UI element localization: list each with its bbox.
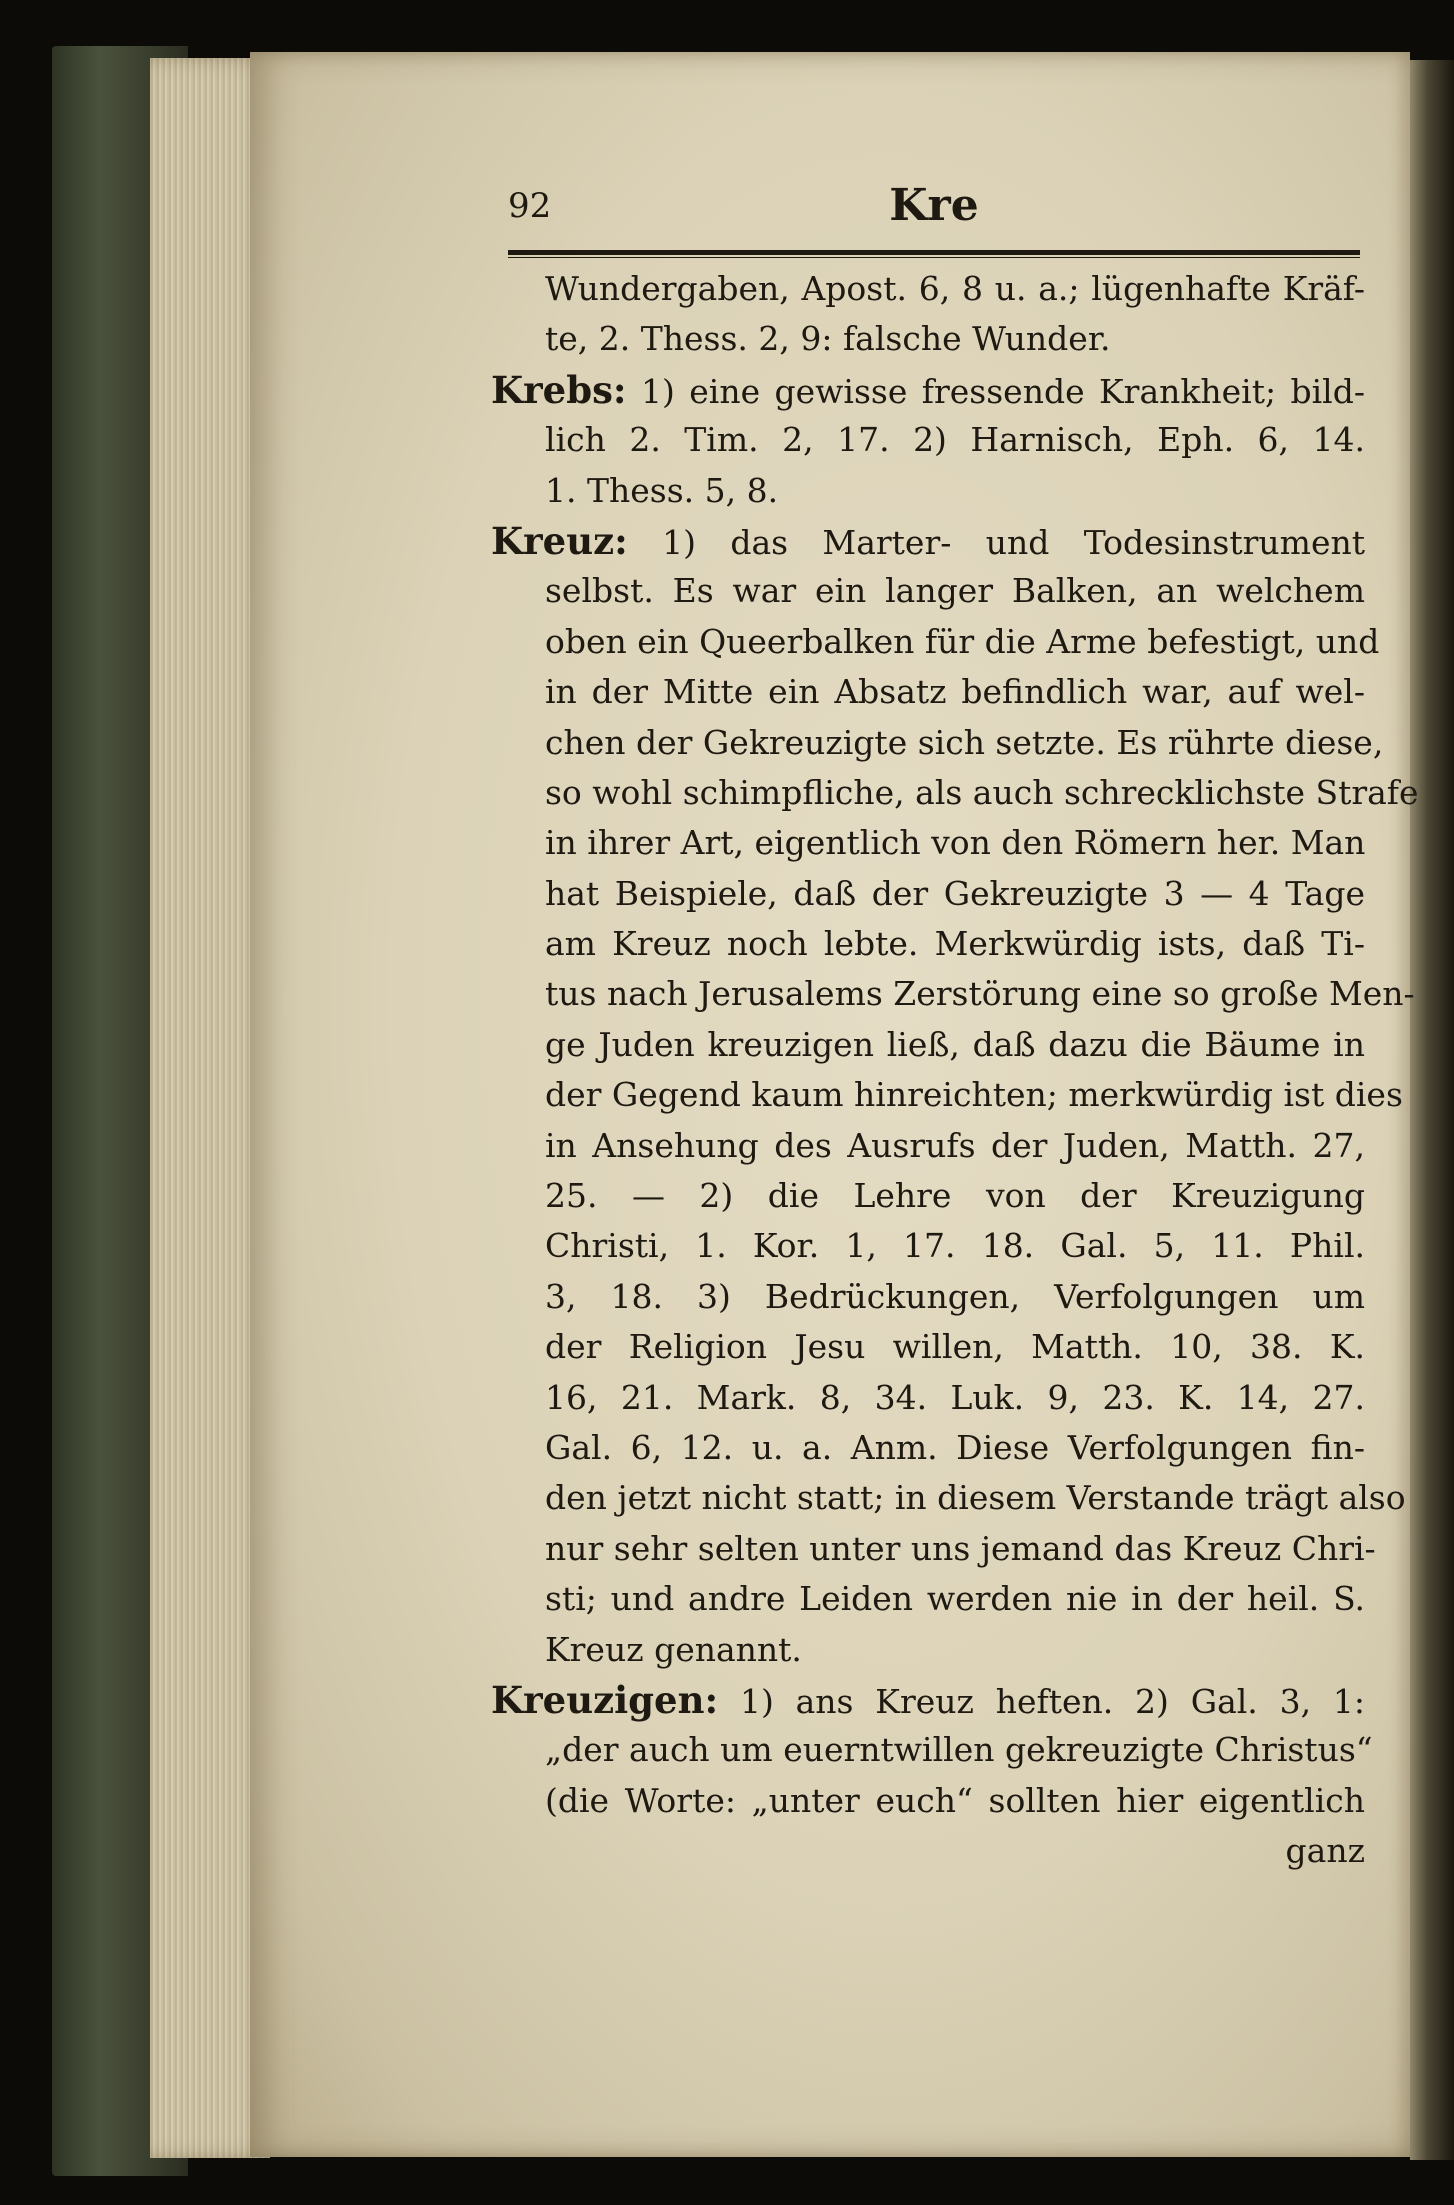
- text-line: [495, 1322, 1365, 1372]
- text-line: [495, 1725, 1373, 1775]
- line-text: hat Beispiele, daß der Gekreuzigte 3 — 4 Tage: [545, 873, 1365, 913]
- text-line: [495, 617, 1380, 667]
- text-line: [495, 566, 1365, 616]
- text-line: [495, 264, 1365, 314]
- text-line: [495, 1272, 1365, 1322]
- line-text: oben ein Queerbalken für die Arme befestigt, und: [545, 621, 1380, 661]
- text-line: [495, 1423, 1365, 1473]
- line-text: Wundergaben, Apost. 6, 8 u. a.; lügenhafte Kräf-: [545, 269, 1365, 308]
- body-text: [491, 264, 1419, 1877]
- line-text: te, 2. Thess. 2, 9: falsche Wunder.: [545, 319, 1111, 359]
- line-text: chen der Gekreuzigte sich setzte. Es rührte diese,: [545, 722, 1384, 762]
- header-rule: [508, 250, 1360, 258]
- entry-headword: Kreuzigen:: [491, 1677, 719, 1722]
- text-line: [495, 1373, 1365, 1423]
- catchword: ganz: [1285, 1831, 1365, 1871]
- line-text: Gal. 6, 12. u. a. Anm. Diese Verfolgungen fin-: [545, 1427, 1365, 1467]
- text-line: [495, 466, 1365, 516]
- line-text: selbst. Es war ein langer Balken, an welchem: [545, 571, 1365, 611]
- line-text: Christi, 1. Kor. 1, 17. 18. Gal. 5, 11. Phil.: [545, 1226, 1365, 1266]
- line-text: lich 2. Tim. 2, 17. 2) Harnisch, Eph. 6, 14.: [545, 420, 1365, 460]
- line-text: sti; und andre Leiden werden nie in der heil. S.: [545, 1579, 1365, 1619]
- text-line: [495, 1574, 1365, 1624]
- line-text: 1) das Marter- und Todesinstrument: [627, 522, 1365, 562]
- text-line: [495, 1524, 1376, 1574]
- entry-headword: Kreuz:: [491, 518, 628, 563]
- text-line: [495, 1221, 1365, 1271]
- line-text: am Kreuz noch lebte. Merkwürdig ists, daß Ti-: [545, 924, 1365, 964]
- text-line: [495, 667, 1365, 717]
- running-head: Kre: [889, 180, 979, 231]
- text-line: [495, 919, 1365, 969]
- text-line: [495, 1625, 1365, 1675]
- line-text: ge Juden kreuzigen ließ, daß dazu die Bäume in: [545, 1024, 1365, 1064]
- text-line: [495, 969, 1415, 1019]
- text-line: [495, 1121, 1365, 1171]
- text-line: [495, 1070, 1403, 1120]
- line-text: in der Mitte ein Absatz befindlich war, auf wel-: [545, 672, 1365, 712]
- text-line: [495, 415, 1365, 465]
- text-line: [495, 869, 1365, 919]
- line-text: nur sehr selten unter uns jemand das Kreuz Chri-: [545, 1528, 1376, 1568]
- line-text: den jetzt nicht statt; in diesem Verstande trägt also: [545, 1478, 1406, 1518]
- entry-line: [491, 1675, 1365, 1725]
- text-line: [495, 314, 1365, 364]
- text-line: [495, 818, 1365, 868]
- line-text: „der auch um euerntwillen gekreuzigte Christus“: [545, 1730, 1373, 1770]
- entry-headword: Krebs:: [491, 367, 627, 412]
- page-header: [508, 180, 1360, 246]
- line-text: 1) ans Kreuz heften. 2) Gal. 3, 1:: [718, 1681, 1365, 1721]
- line-text: der Religion Jesu willen, Matth. 10, 38. K.: [545, 1327, 1365, 1367]
- text-line: [495, 1776, 1365, 1826]
- line-text: (die Worte: „unter euch“ sollten hier eigentlich: [545, 1780, 1365, 1820]
- line-text: 1) eine gewisse fressende Krankheit; bild-: [626, 371, 1365, 411]
- text-line: [495, 1171, 1365, 1221]
- text-line: [495, 1473, 1406, 1523]
- text-line: [495, 718, 1384, 768]
- line-text: 3, 18. 3) Bedrückungen, Verfolgungen um: [545, 1276, 1365, 1316]
- line-text: der Gegend kaum hinreichten; merkwürdig ist dies: [545, 1075, 1403, 1115]
- line-text: tus nach Jerusalems Zerstörung eine so große Men-: [545, 974, 1415, 1014]
- entry-line: [491, 365, 1365, 415]
- line-text: Kreuz genannt.: [545, 1629, 802, 1669]
- line-text: so wohl schimpfliche, als auch schrecklichste Strafe: [545, 772, 1419, 812]
- line-text: 25. — 2) die Lehre von der Kreuzigung: [545, 1176, 1365, 1216]
- entry-line: [491, 516, 1365, 566]
- text-line: [495, 1020, 1365, 1070]
- facing-page-edge: [1410, 60, 1454, 2160]
- text-line: [495, 768, 1419, 818]
- line-text: 1. Thess. 5, 8.: [545, 470, 779, 510]
- page-number: 92: [508, 186, 552, 226]
- line-text: in Ansehung des Ausrufs der Juden, Matth. 27,: [545, 1125, 1365, 1165]
- line-text: in ihrer Art, eigentlich von den Römern her. Man: [545, 823, 1366, 863]
- line-text: 16, 21. Mark. 8, 34. Luk. 9, 23. K. 14, 27.: [545, 1377, 1365, 1417]
